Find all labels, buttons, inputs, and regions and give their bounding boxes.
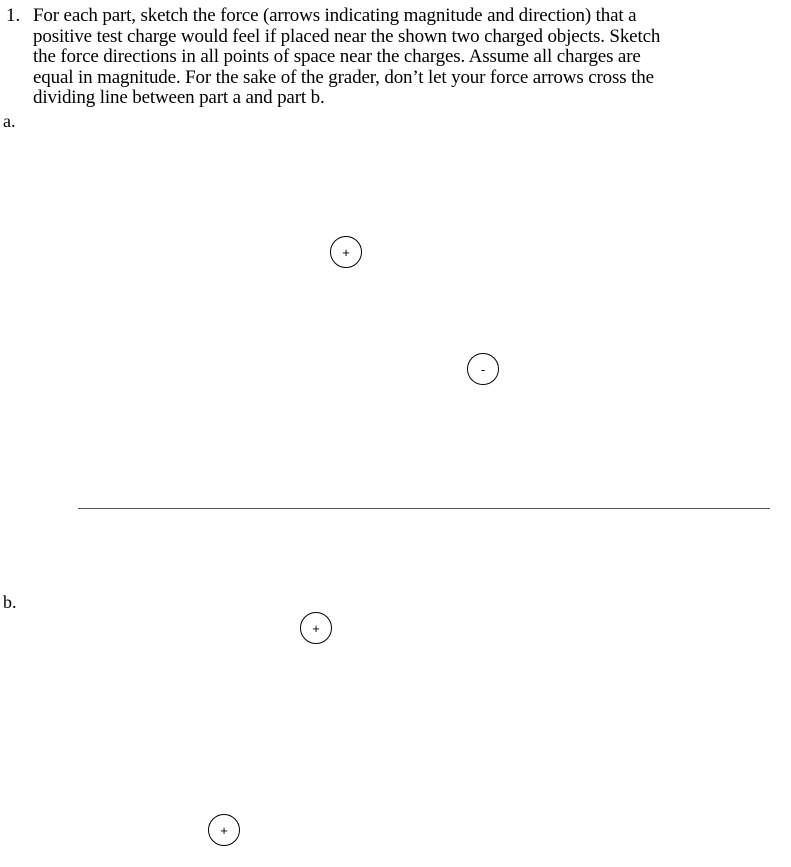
part-a-label: a. [3, 111, 16, 131]
part-a-positive-charge [330, 236, 362, 268]
part-b-positive-charge-1 [300, 612, 332, 644]
part-b-label: b. [3, 592, 17, 612]
question-line: positive test charge would feel if placed near the shown two charged objects. Sketch [33, 25, 661, 47]
charge-sign: - [480, 361, 486, 377]
question-line: For each part, sketch the force (arrows indicating magnitude and direction) that a [33, 5, 637, 26]
charge-sign: + [312, 620, 320, 636]
question-text [33, 6, 733, 109]
part-a-negative-charge [467, 353, 499, 385]
question-line: dividing line between part a and part b. [33, 87, 325, 108]
charge-sign: + [220, 822, 228, 838]
question-line: equal in magnitude. For the sake of the grader, don’t let your force arrows cross the [33, 66, 654, 88]
part-b-positive-charge-2 [208, 814, 240, 846]
question-line: the force directions in all points of space near the charges. Assume all charges are [33, 46, 641, 67]
part-divider-line [78, 508, 770, 509]
charge-sign: + [342, 244, 350, 260]
question-number: 1. [6, 5, 21, 26]
